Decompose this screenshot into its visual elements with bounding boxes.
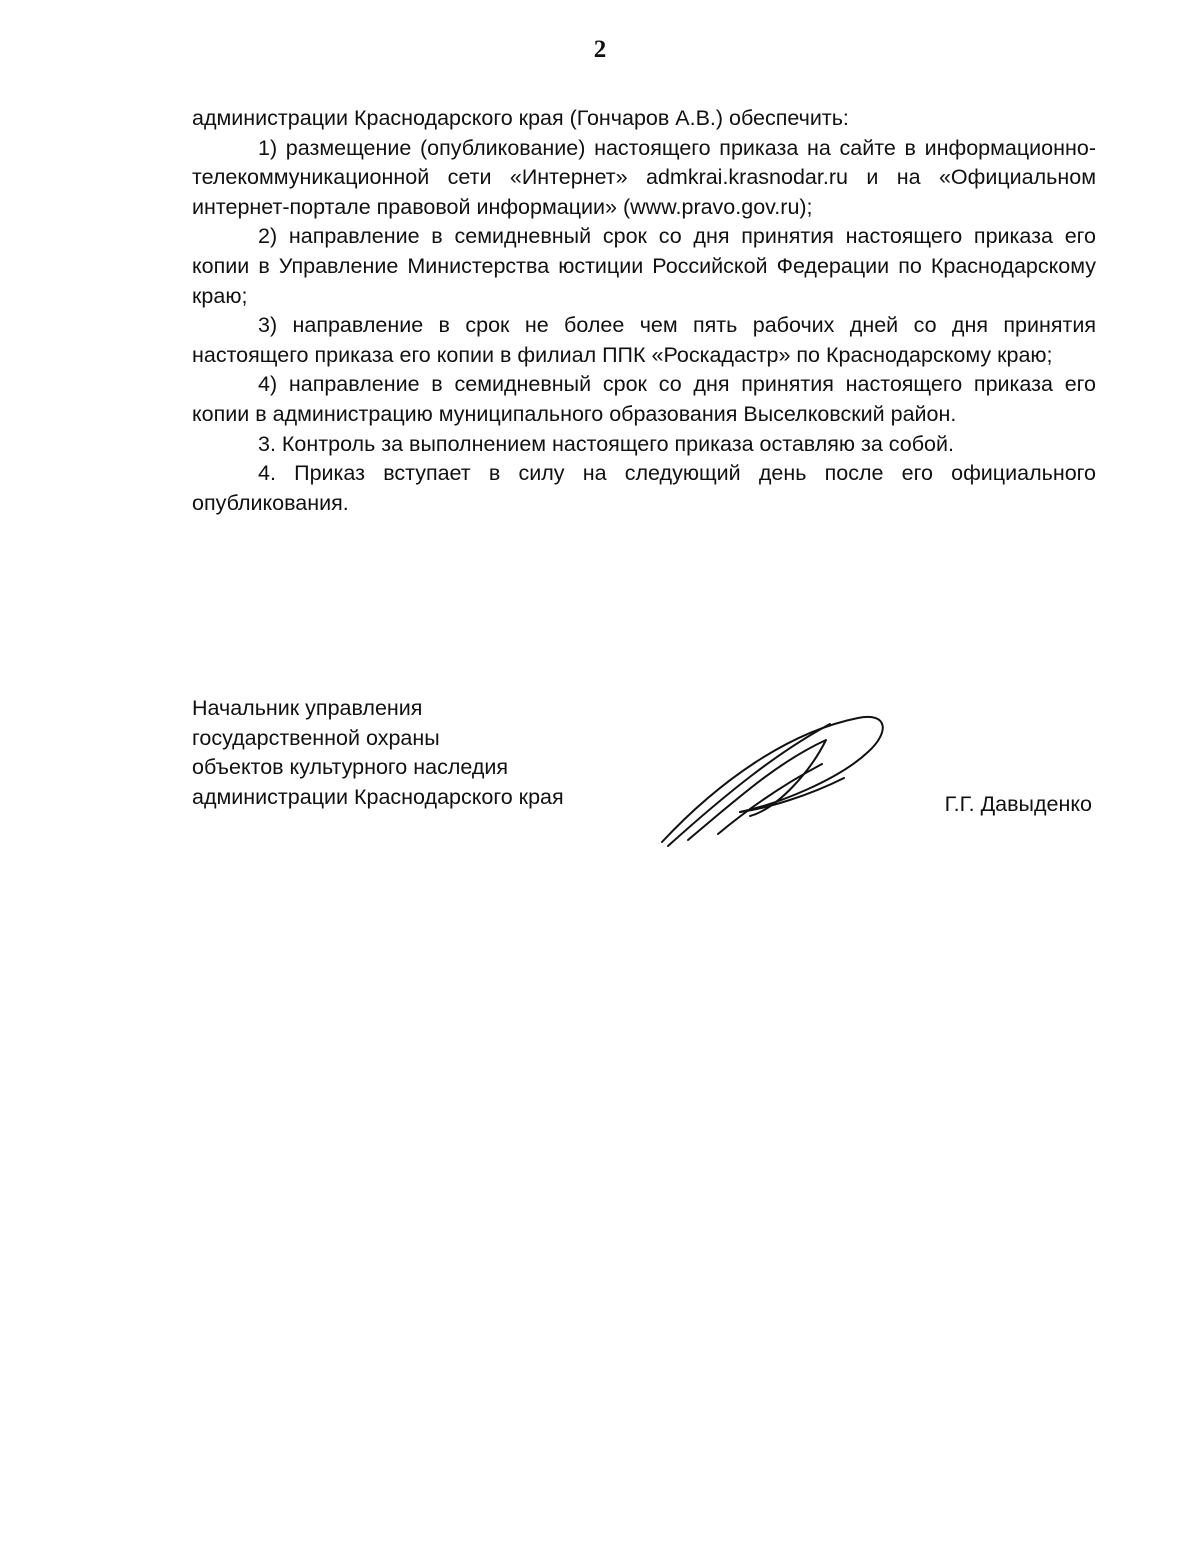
signature-block <box>192 694 1096 874</box>
page-number: 2 <box>593 36 607 63</box>
signer-position-line: Начальник управления <box>192 696 423 720</box>
paragraph: 4) направление в семидневный срок со дня принятия настоящего приказа его копии в администрацию муниципального образования Выселковский район. <box>192 372 1096 426</box>
paragraph: администрации Краснодарского края (Гончаров А.В.) обеспечить: <box>192 106 849 130</box>
paragraph: 1) размещение (опубликование) настоящего приказа на сайте в информационно-телекоммуникационной сети «Интернет» admkrai.krasnodar.ru и на «Официальном интернет-портале правовой информации» (www.pravo.gov.ru); <box>192 135 1096 219</box>
paragraph: 3. Контроль за выполнением настоящего приказа оставляю за собой. <box>258 431 954 456</box>
handwritten-signature-icon <box>658 712 898 852</box>
signer-position-line: администрации Краснодарского края <box>192 784 564 809</box>
paragraph: 3) направление в срок не более чем пять рабочих дней со дня принятия настоящего приказа его копии в филиал ППК «Роскадастр» по Краснодарскому краю; <box>192 313 1096 367</box>
signer-position <box>192 694 652 812</box>
signer-position-line: объектов культурного наследия <box>192 755 509 780</box>
document-body <box>192 104 1096 518</box>
signer-name: Г.Г. Давыденко <box>944 792 1092 816</box>
paragraph: 4. Приказ вступает в силу на следующий день после его официального опубликования. <box>192 461 1096 515</box>
signer-position-line: государственной охраны <box>192 725 440 750</box>
paragraph: 2) направление в семидневный срок со дня принятия настоящего приказа его копии в Управление Министерства юстиции Российской Федерации по Краснодарскому краю; <box>192 224 1096 308</box>
